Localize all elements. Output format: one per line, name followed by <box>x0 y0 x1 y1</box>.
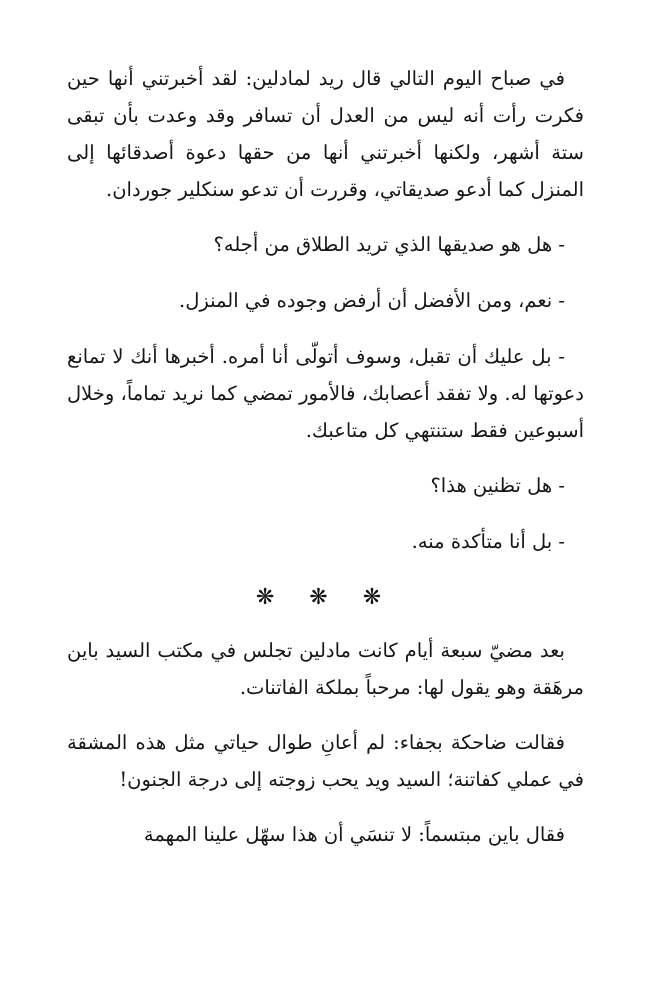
narrative-paragraph: في صباح اليوم التالي قال ريد لمادلين: لقد أخبرتني أنها حين فكرت رأت أنه ليس من العدل أن تسافر وقد وعدت بأن تبقى ستة أشهر، ولكنها أخبرتني أنها من حقها دعوة أصدقائها إلى المنزل كما أدعو صديقاتي، وقررت أن تدعو سنكلير جوردان. <box>67 67 584 201</box>
dialog-line: - هل هو صديقها الذي تريد الطلاق من أجله؟ <box>213 233 565 256</box>
narrative-paragraph: فقالت ضاحكة بجفاء: لم أعانِ طوال حياتي مثل هذه المشقة في عملي كفاتنة؛ السيد ويد يحب زوجته إلى درجة الجنون! <box>67 731 584 791</box>
section-separator: ❋ ❋ ❋ <box>255 585 396 610</box>
narrative-paragraph: بعد مضيّ سبعة أيام كانت مادلين تجلس في مكتب السيد باين مرهَقة وهو يقول لها: مرحباً بملكة الفاتنات. <box>67 639 584 699</box>
dialog-paragraph: - بل عليك أن تقبل، وسوف أتولّى أنا أمره. أخبرها أنك لا تمانع دعوتها له. ولا تفقد أعصابك، فالأمور تمضي كما نريد تماماً، وخلال أسبوعين فقط ستنتهي كل متاعبك. <box>67 345 584 442</box>
dialog-line: - نعم، ومن الأفضل أن أرفض وجوده في المنزل. <box>179 289 565 312</box>
narrative-paragraph: فقال باين مبتسماً: لا تنسَي أن هذا سهّل علينا المهمة <box>143 823 565 846</box>
book-page <box>67 60 584 871</box>
dialog-line: - هل تظنين هذا؟ <box>430 474 565 497</box>
dialog-line: - بل أنا متأكدة منه. <box>411 530 565 553</box>
